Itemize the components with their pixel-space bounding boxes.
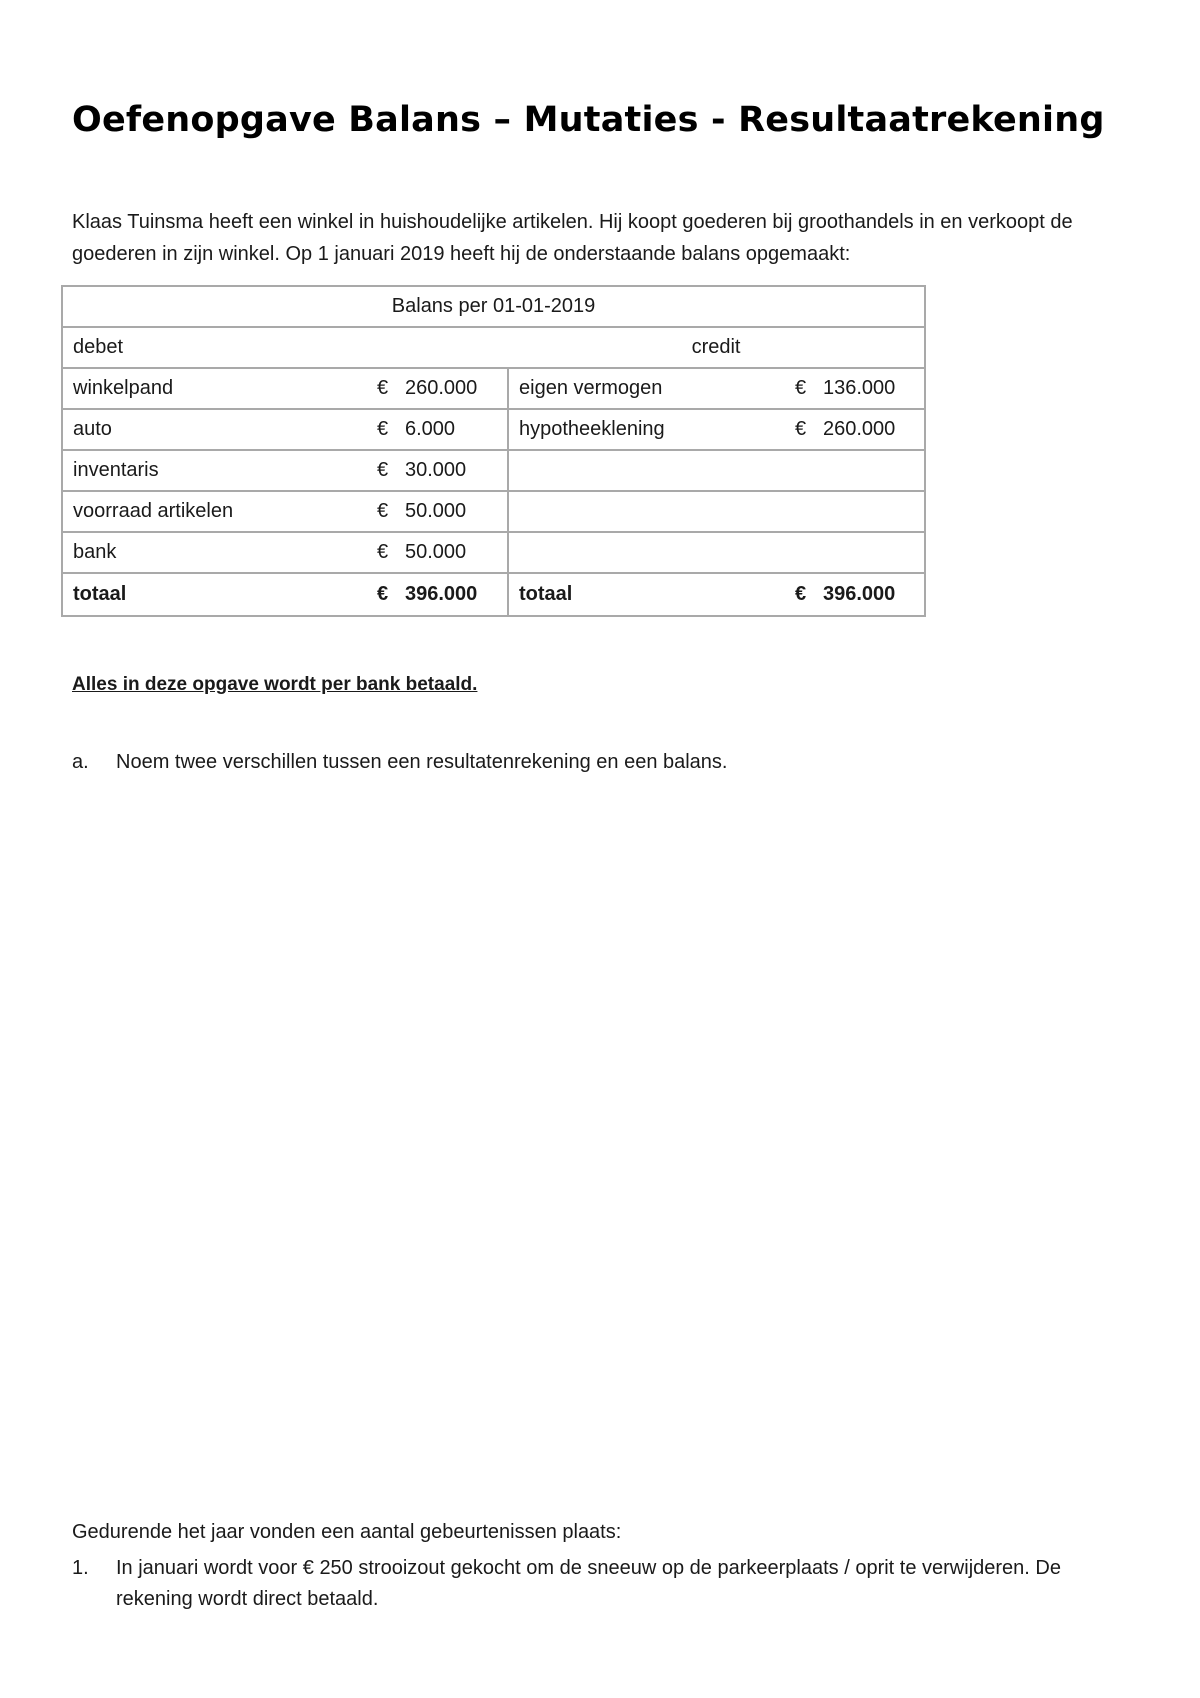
table-row xyxy=(62,368,925,409)
credit-label xyxy=(508,532,783,573)
event-item xyxy=(72,1553,1072,1615)
currency-symbol: € xyxy=(377,377,389,399)
table-row xyxy=(62,409,925,450)
credit-amount: € 260.000 xyxy=(783,409,925,450)
table-row xyxy=(62,450,925,491)
currency-symbol: € xyxy=(377,418,389,440)
table-row xyxy=(62,491,925,532)
balance-header-row xyxy=(62,327,925,368)
currency-symbol: € xyxy=(377,500,389,522)
debet-amount: € 30.000 xyxy=(365,450,508,491)
debet-amount: € 260.000 xyxy=(365,368,508,409)
debet-label: auto xyxy=(62,409,365,450)
payment-note: Alles in deze opgave wordt per bank betaald. xyxy=(72,674,478,695)
question-marker: a. xyxy=(72,751,89,773)
debet-label: inventaris xyxy=(62,450,365,491)
credit-total-label: totaal xyxy=(508,573,783,616)
debet-amount: € 6.000 xyxy=(365,409,508,450)
credit-label xyxy=(508,491,783,532)
credit-total-amount: € 396.000 xyxy=(783,573,925,616)
debet-total-amount: € 396.000 xyxy=(365,573,508,616)
balance-sheet-table xyxy=(61,285,926,617)
events-intro: Gedurende het jaar vonden een aantal gebeurtenissen plaats: xyxy=(72,1521,622,1543)
credit-amount xyxy=(783,532,925,573)
debet-amount: € 50.000 xyxy=(365,532,508,573)
table-row xyxy=(62,532,925,573)
debet-label: voorraad artikelen xyxy=(62,491,365,532)
debet-total-label: totaal xyxy=(62,573,365,616)
credit-label: hypotheeklening xyxy=(508,409,783,450)
credit-amount: € 136.000 xyxy=(783,368,925,409)
currency-symbol: € xyxy=(377,459,389,481)
page-title: Oefenopgave Balans – Mutaties - Resultaatrekening xyxy=(72,100,1105,140)
balance-caption: Balans per 01-01-2019 xyxy=(62,286,925,327)
debet-header: debet xyxy=(62,327,508,368)
debet-label: winkelpand xyxy=(62,368,365,409)
total-row xyxy=(62,573,925,616)
event-marker: 1. xyxy=(72,1557,89,1579)
intro-paragraph: Klaas Tuinsma heeft een winkel in huishoudelijke artikelen. Hij koopt goederen bij groothandels in en verkoopt de goederen in zijn winkel. Op 1 januari 2019 heeft hij de onderstaande balans opgemaakt: xyxy=(72,211,1073,265)
debet-amount: € 50.000 xyxy=(365,491,508,532)
currency-symbol: € xyxy=(795,377,807,399)
currency-symbol: € xyxy=(377,583,389,605)
currency-symbol: € xyxy=(795,418,807,440)
credit-header: credit xyxy=(508,327,925,368)
credit-amount xyxy=(783,450,925,491)
debet-label: bank xyxy=(62,532,365,573)
balance-caption-row xyxy=(62,286,925,327)
credit-amount xyxy=(783,491,925,532)
credit-label: eigen vermogen xyxy=(508,368,783,409)
currency-symbol: € xyxy=(795,583,807,605)
event-text: In januari wordt voor € 250 strooizout gekocht om de sneeuw op de parkeerplaats / oprit te verwijderen. De rekening wordt direct betaald. xyxy=(116,1557,1061,1610)
question-text: Noem twee verschillen tussen een resultatenrekening en een balans. xyxy=(116,751,728,773)
question-a xyxy=(72,751,727,774)
credit-label xyxy=(508,450,783,491)
currency-symbol: € xyxy=(377,541,389,563)
